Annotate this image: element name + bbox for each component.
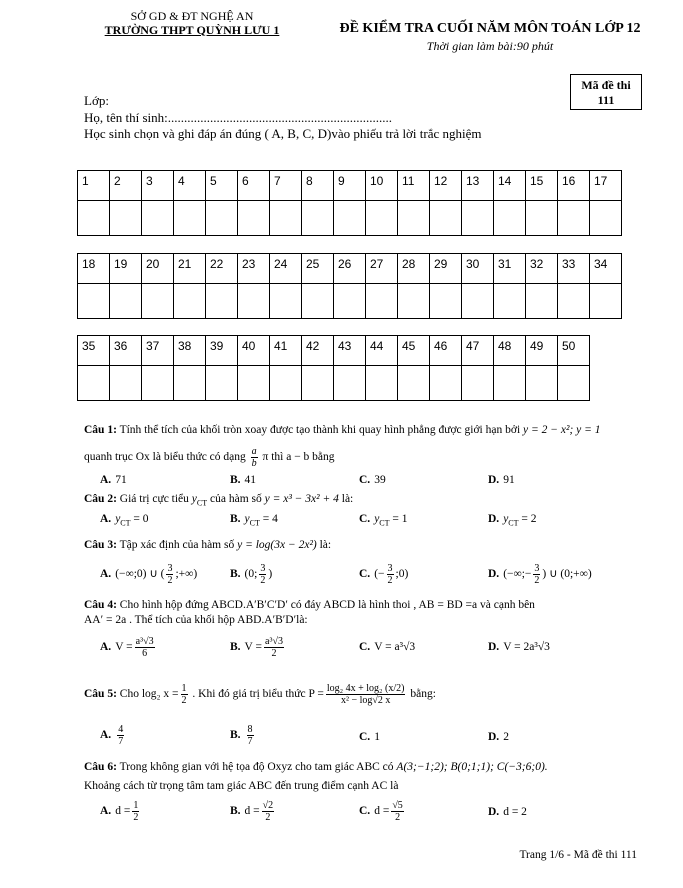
q5-option-a: A. $\frac{4}{7}$	[100, 724, 124, 747]
question-4-cont	[84, 613, 636, 628]
q4-option-a: A. V = $\frac{\text{a³√3}}{6}$	[100, 636, 154, 659]
answer-cell[interactable]	[526, 366, 558, 401]
answer-number: 11	[398, 171, 430, 201]
question-1-cont	[84, 446, 636, 469]
q5-text-c: bằng:	[410, 688, 436, 701]
exam-code-box	[570, 74, 642, 110]
exam-code-value: 111	[597, 93, 615, 107]
q1-text-c: π thì a − b bằng	[262, 451, 335, 464]
q2-option-a: A. $y_{CT} = 0$	[100, 513, 149, 528]
answer-number: 25	[302, 254, 334, 284]
answer-cell[interactable]	[78, 201, 110, 236]
answer-number: 12	[430, 171, 462, 201]
question-3	[84, 538, 636, 553]
q1-expr: y = 2 − x²; y = 1	[523, 424, 601, 436]
answer-cell[interactable]	[398, 201, 430, 236]
answer-cell[interactable]	[334, 366, 366, 401]
answer-number: 34	[590, 254, 622, 284]
answer-cell[interactable]	[494, 366, 526, 401]
answer-number: 28	[398, 254, 430, 284]
q1-option-d: D. 91	[488, 474, 515, 486]
q6-text: Trong không gian với hệ tọa độ Oxyz cho tam giác ABC có	[119, 761, 394, 773]
q5-cond: log₂ x =	[141, 688, 179, 701]
q2-option-c: C. $y_{CT} = 1$	[359, 513, 408, 528]
answer-number: 9	[334, 171, 366, 201]
answer-number: 41	[270, 336, 302, 366]
q1-label: Câu 1:	[84, 424, 117, 436]
q3-option-b: B. (0; $\frac{3}{2}$ )	[230, 563, 273, 586]
answer-cell[interactable]	[110, 284, 142, 319]
answer-number: 20	[142, 254, 174, 284]
answer-cell[interactable]	[430, 201, 462, 236]
answer-cell[interactable]	[366, 284, 398, 319]
q4-option-d: D. V = 2a³√3	[488, 641, 550, 653]
answer-number: 5	[206, 171, 238, 201]
q1-frac-n: a	[251, 446, 257, 457]
answer-cell[interactable]	[174, 201, 206, 236]
q1-frac	[251, 446, 258, 469]
question-6	[84, 760, 636, 775]
answer-cell[interactable]	[238, 366, 270, 401]
question-1	[84, 423, 636, 438]
q2-ymin: y	[191, 493, 197, 505]
q3-option-a: A. (−∞;0) ∪ ( $\frac{3}{2}$ ;+∞)	[100, 563, 198, 586]
q3-label: Câu 3:	[84, 539, 117, 551]
q1-option-c: C. 39	[359, 474, 386, 486]
answer-cell[interactable]	[206, 201, 238, 236]
answer-number: 48	[494, 336, 526, 366]
answer-cell[interactable]	[462, 366, 494, 401]
q6-option-d: D. d = 2	[488, 806, 527, 818]
answer-cell[interactable]	[142, 366, 174, 401]
answer-number: 22	[206, 254, 238, 284]
answer-number: 3	[142, 171, 174, 201]
page-footer: Trang 1/6 - Mã đề thi 111	[519, 849, 637, 861]
answer-number: 50	[558, 336, 590, 366]
answer-number: 24	[270, 254, 302, 284]
answer-cell[interactable]	[270, 366, 302, 401]
answer-cell[interactable]	[302, 366, 334, 401]
answer-cell[interactable]	[430, 284, 462, 319]
question-6-cont	[84, 779, 636, 794]
answer-cell[interactable]	[334, 201, 366, 236]
answer-cell[interactable]	[430, 366, 462, 401]
q6-label: Câu 6:	[84, 761, 117, 773]
answer-number: 27	[366, 254, 398, 284]
q5-option-d: D. 2	[488, 731, 509, 743]
q3-option-c: C. (− $\frac{3}{2}$ ;0)	[359, 563, 409, 586]
answer-number: 17	[590, 171, 622, 201]
department-name: SỞ GD & ĐT NGHỆ AN	[130, 9, 254, 23]
q2-text-c: là:	[341, 493, 354, 505]
instruction: Học sinh chọn và ghi đáp án đúng ( A, B, C, D)vào phiếu trả lời trắc nghiệm	[84, 126, 482, 141]
answer-cell[interactable]	[526, 201, 558, 236]
answer-cell[interactable]	[558, 284, 590, 319]
answer-number: 29	[430, 254, 462, 284]
answer-cell[interactable]	[270, 284, 302, 319]
answer-number: 4	[174, 171, 206, 201]
answer-number: 37	[142, 336, 174, 366]
answer-number: 8	[302, 171, 334, 201]
answer-number: 13	[462, 171, 494, 201]
answer-number: 21	[174, 254, 206, 284]
q1-text: Tính thể tích của khối tròn xoay được tạo thành khi quay hình phẳng được giới hạn bởi	[119, 424, 521, 436]
answer-number: 2	[110, 171, 142, 201]
answer-cell[interactable]	[366, 366, 398, 401]
answer-number: 40	[238, 336, 270, 366]
exam-title: ĐỀ KIỂM TRA CUỐI NĂM MÔN TOÁN LỚP 12	[339, 21, 641, 36]
question-4	[84, 598, 636, 613]
answer-cell[interactable]	[398, 284, 430, 319]
question-5	[84, 683, 636, 706]
q6-option-b: B. d = $\frac{√2}{2}$	[230, 800, 274, 823]
answer-number: 32	[526, 254, 558, 284]
q5-option-b: B. $\frac{8}{7}$	[230, 724, 253, 747]
q5-cond-frac: $\frac{1}{2}$	[181, 683, 187, 706]
answer-number: 39	[206, 336, 238, 366]
q6-text-b: Khoảng cách từ trọng tâm tam giác ABC đến trung điểm cạnh AC là	[84, 780, 399, 792]
q1-text-b: quanh trục Ox là biểu thức có dạng	[84, 451, 246, 464]
question-2	[84, 492, 636, 510]
q2-func: y = x³ − 3x² + 4	[264, 493, 339, 505]
answer-number: 33	[558, 254, 590, 284]
answer-number: 35	[78, 336, 110, 366]
q5-p: P =	[308, 688, 324, 701]
answer-number: 31	[494, 254, 526, 284]
answer-cell[interactable]	[398, 366, 430, 401]
answer-cell[interactable]	[494, 201, 526, 236]
answer-cell[interactable]	[142, 284, 174, 319]
q5-option-c: C. 1	[359, 731, 380, 743]
q3-text: Tập xác định của hàm số	[119, 539, 235, 551]
answer-number: 23	[238, 254, 270, 284]
answer-cell[interactable]	[462, 284, 494, 319]
q3-func: y = log(3x − 2x²)	[237, 539, 317, 551]
q6-option-a: A. d = $\frac{1}{2}$	[100, 800, 139, 823]
answer-cell[interactable]	[110, 366, 142, 401]
exam-time: Thời gian làm bài:90 phút	[426, 39, 554, 53]
answer-cell[interactable]	[174, 366, 206, 401]
q3-text-b: là:	[319, 539, 332, 551]
q5-text-b: . Khi đó giá trị biểu thức	[192, 688, 306, 701]
answer-cell[interactable]	[462, 201, 494, 236]
class-label: Lớp:	[84, 93, 109, 108]
answer-number: 26	[334, 254, 366, 284]
answer-cell[interactable]	[78, 366, 110, 401]
answer-number: 46	[430, 336, 462, 366]
answer-number: 14	[494, 171, 526, 201]
answer-number: 1	[78, 171, 110, 201]
answer-number: 49	[526, 336, 558, 366]
school-name: TRƯỜNG THPT QUỲNH LƯU 1	[104, 23, 280, 37]
answer-number: 45	[398, 336, 430, 366]
q2-option-b: B. $y_{CT} = 4$	[230, 513, 278, 528]
q5-p-frac: $\frac{\text{log₂ 4x + log₂ (x/2)}}{\text{x² − log√2 x}}$	[326, 683, 405, 706]
q4-option-b: B. V = $\frac{\text{a³√3}}{2}$	[230, 636, 283, 659]
q4-label: Câu 4:	[84, 599, 117, 611]
answer-number: 15	[526, 171, 558, 201]
q4-text-b: AA′ = 2a . Thể tích của khối hộp ABD.A′B′D′là:	[84, 614, 308, 626]
answer-cell[interactable]	[174, 284, 206, 319]
answer-cell[interactable]	[526, 284, 558, 319]
answer-number: 7	[270, 171, 302, 201]
answer-cell[interactable]	[494, 284, 526, 319]
answer-number: 18	[78, 254, 110, 284]
q4-option-c: C. V = a³√3	[359, 641, 416, 653]
q1-frac-d: b	[251, 458, 257, 469]
answer-cell[interactable]	[238, 284, 270, 319]
q2-ymin-sub: CT	[196, 498, 208, 508]
answer-cell[interactable]	[558, 366, 590, 401]
answer-number: 30	[462, 254, 494, 284]
answer-number: 36	[110, 336, 142, 366]
answer-grid-2	[77, 253, 622, 319]
answer-cell[interactable]	[238, 201, 270, 236]
answer-cell[interactable]	[270, 201, 302, 236]
answer-number: 19	[110, 254, 142, 284]
q6-points: A(3;−1;2); B(0;1;1); C(−3;6;0).	[396, 761, 548, 773]
exam-code-label: Mã đề thi	[581, 78, 631, 92]
q5-label: Câu 5:	[84, 688, 117, 701]
school-header	[92, 9, 292, 37]
answer-cell[interactable]	[558, 201, 590, 236]
q2-text-b: của hàm số	[210, 493, 262, 505]
answer-cell[interactable]	[142, 201, 174, 236]
answer-grid-3	[77, 335, 590, 401]
answer-cell[interactable]	[110, 201, 142, 236]
answer-cell[interactable]	[206, 366, 238, 401]
answer-number: 43	[334, 336, 366, 366]
answer-cell[interactable]	[334, 284, 366, 319]
answer-number: 42	[302, 336, 334, 366]
answer-number: 16	[558, 171, 590, 201]
q2-label: Câu 2:	[84, 493, 117, 505]
q1-option-a: A. 71	[100, 474, 127, 486]
answer-cell[interactable]	[590, 284, 622, 319]
q6-option-c: C. d = $\frac{√5}{2}$	[359, 800, 403, 823]
q5-text: Cho	[119, 688, 139, 701]
answer-cell[interactable]	[590, 201, 622, 236]
answer-cell[interactable]	[78, 284, 110, 319]
answer-cell[interactable]	[366, 201, 398, 236]
answer-cell[interactable]	[302, 201, 334, 236]
q3-option-d: D. (−∞;− $\frac{3}{2}$ ) ∪ (0;+∞)	[488, 563, 592, 586]
q1-option-b: B. 41	[230, 474, 257, 486]
q2-text: Giá trị cực tiểu	[119, 493, 189, 505]
answer-number: 10	[366, 171, 398, 201]
answer-number: 44	[366, 336, 398, 366]
q2-option-d: D. $y_{CT} = 2$	[488, 513, 537, 528]
answer-grid-1	[77, 170, 622, 236]
answer-number: 38	[174, 336, 206, 366]
answer-cell[interactable]	[302, 284, 334, 319]
answer-number: 6	[238, 171, 270, 201]
answer-cell[interactable]	[206, 284, 238, 319]
answer-number: 47	[462, 336, 494, 366]
q4-text: Cho hình hộp đứng ABCD.A′B′C′D′ có đáy ABCD là hình thoi , AB = BD =a và cạnh bên	[119, 599, 535, 611]
student-name-line: Họ, tên thí sinh:.....................................................................	[84, 110, 393, 125]
